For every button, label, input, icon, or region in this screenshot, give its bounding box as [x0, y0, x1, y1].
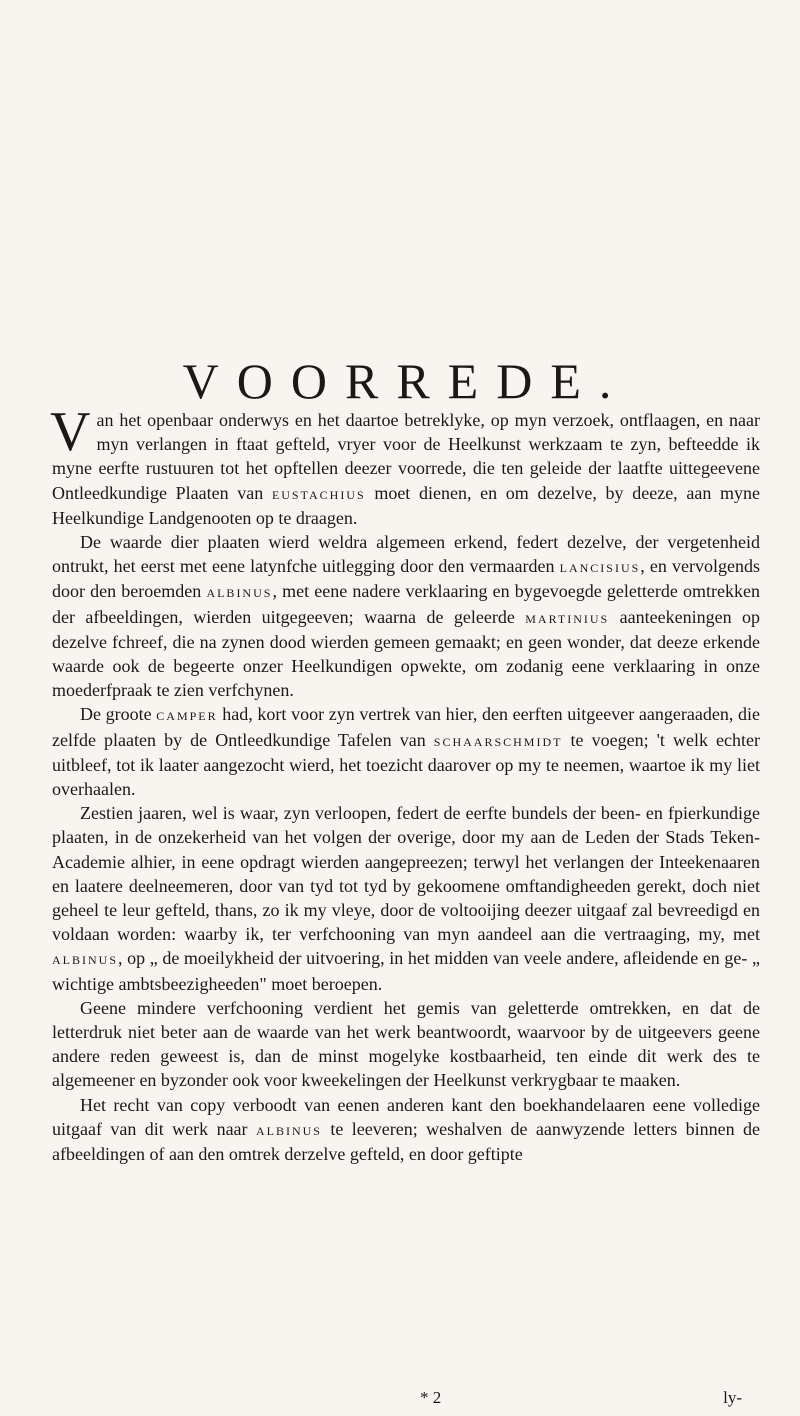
text-run: Het recht van copy verboodt van eenen anderen kant den boekhandelaaren eene volledige uitgaaf van dit werk naar: [52, 1094, 760, 1139]
paragraph: [52, 530, 760, 702]
paragraph: [52, 801, 760, 996]
preface-body: [50, 401, 761, 1166]
signature-mark: * 2: [420, 1388, 442, 1407]
name-small-caps: lancisius: [559, 557, 641, 577]
paragraph: [52, 996, 760, 1093]
text-run: De waarde dier plaaten wierd weldra algemeen erkend, federt dezelve, der vergetenheid ontrukt, het eerst met eene latynfche uitlegging door den vermaarden: [52, 532, 760, 577]
catchword: ly-: [723, 1388, 742, 1407]
drop-cap: V: [50, 401, 91, 463]
text-run: had, kort voor zyn vertrek van hier, den eerften uitgeever aangeraaden, die zelfde plaaten by de Ontleedkundige Tafelen van: [52, 704, 760, 750]
paragraph: [50, 401, 760, 530]
text-run: De groote: [80, 704, 157, 725]
text-run: Zestien jaaren, wel is waar, zyn verloopen, federt de eerfte bundels der been- en fpierkundige plaaten, in de onzekerheid van het volgen der overige, door my aan de Leden der Stads Teken-Academie alhier, in eene opdragt wierden aangepreezen; terwyl het verlangen der Inteekenaaren en laatere deelneemeren, door van tyd tot tyd by gekoomene omftandigheeden gerekt, doch niet geheel te leur gefteld, thans, zo ik my vleye, door de voltooijing deezer uitgaaf zal bevreedigd en voldaan worden: waarby ik, ter verfchooning van myn aandeel aan die vertraaging, my, met: [52, 803, 760, 945]
name-small-caps: camper: [156, 705, 218, 725]
text-run: te voegen; 't welk echter uitbleef, tot ik laater aangezocht wierd, het toezicht daarover op my te neemen, waartoe ik my liet overhaalen.: [52, 729, 760, 800]
name-small-caps: albinus: [206, 582, 273, 602]
name-small-caps: albinus: [52, 949, 119, 969]
paragraph: [52, 1093, 760, 1167]
page-title: VOORREDE.: [182, 352, 630, 409]
text-run: , op „ de moeilykheid der uitvoering, in het midden van veele andere, afleidende en ge- „ wichtige ambtsbeezigheeden" moet beroepen.: [52, 948, 760, 994]
name-small-caps: schaarschmidt: [433, 730, 563, 750]
text-run: , met eene nadere verklaaring en bygevoegde geletterde omtrekken der afbeeldingen, wierden uitgegeeven; waarna de geleerde: [52, 581, 761, 627]
text-run: aanteekeningen op dezelve fchreef, die na zynen dood wierden gemeen gemaakt; en geen wonder, dat deeze erkende waarde ook de begeerte onzer Heelkundigen opwekte, om zodanig eene verklaaring in onze moederfpraak te zien verfchynen.: [52, 606, 760, 701]
text-run: te leeveren; weshalven de aanwyzende letters binnen de afbeeldingen of aan den omtrek derzelve gefteld, en door geftipte: [52, 1118, 761, 1165]
text-run: , en vervolgends door den beroemden: [52, 556, 761, 602]
paragraph: [52, 702, 760, 801]
name-small-caps: eustachius: [271, 483, 366, 503]
text-run: an het openbaar onderwys en het daartoe betreklyke, op myn verzoek, ontflaagen, en naar myn verlangen in ftaat gefteld, vryer voor de Heelkunst werkzaam te zyn, befteedde ik myne eerfte rustuuren tot het opftellen deezer voorrede, die ten geleide der laatfte uittegeevene Ontleedkundige Plaaten van: [52, 410, 760, 503]
name-small-caps: albinus: [255, 1119, 322, 1139]
name-small-caps: martinius: [525, 607, 610, 627]
text-run: moet dienen, en om dezelve, by deeze, aan myne Heelkundige Landgenooten op te draagen.: [52, 482, 760, 528]
text-run: Geene mindere verfchooning verdient het gemis van geletterde omtrekken, en dat de letterdruk niet beter aan de waarde van het werk beantwoordt, waarvoor by de uitgeevers geene andere reden geweest is, dan de minst mogelyke kostbaarheid, ten einde dit werk des te algemeener en byzonder ook voor kweekelingen der Heelkunst verkrygbaar te maaken.: [52, 997, 760, 1091]
